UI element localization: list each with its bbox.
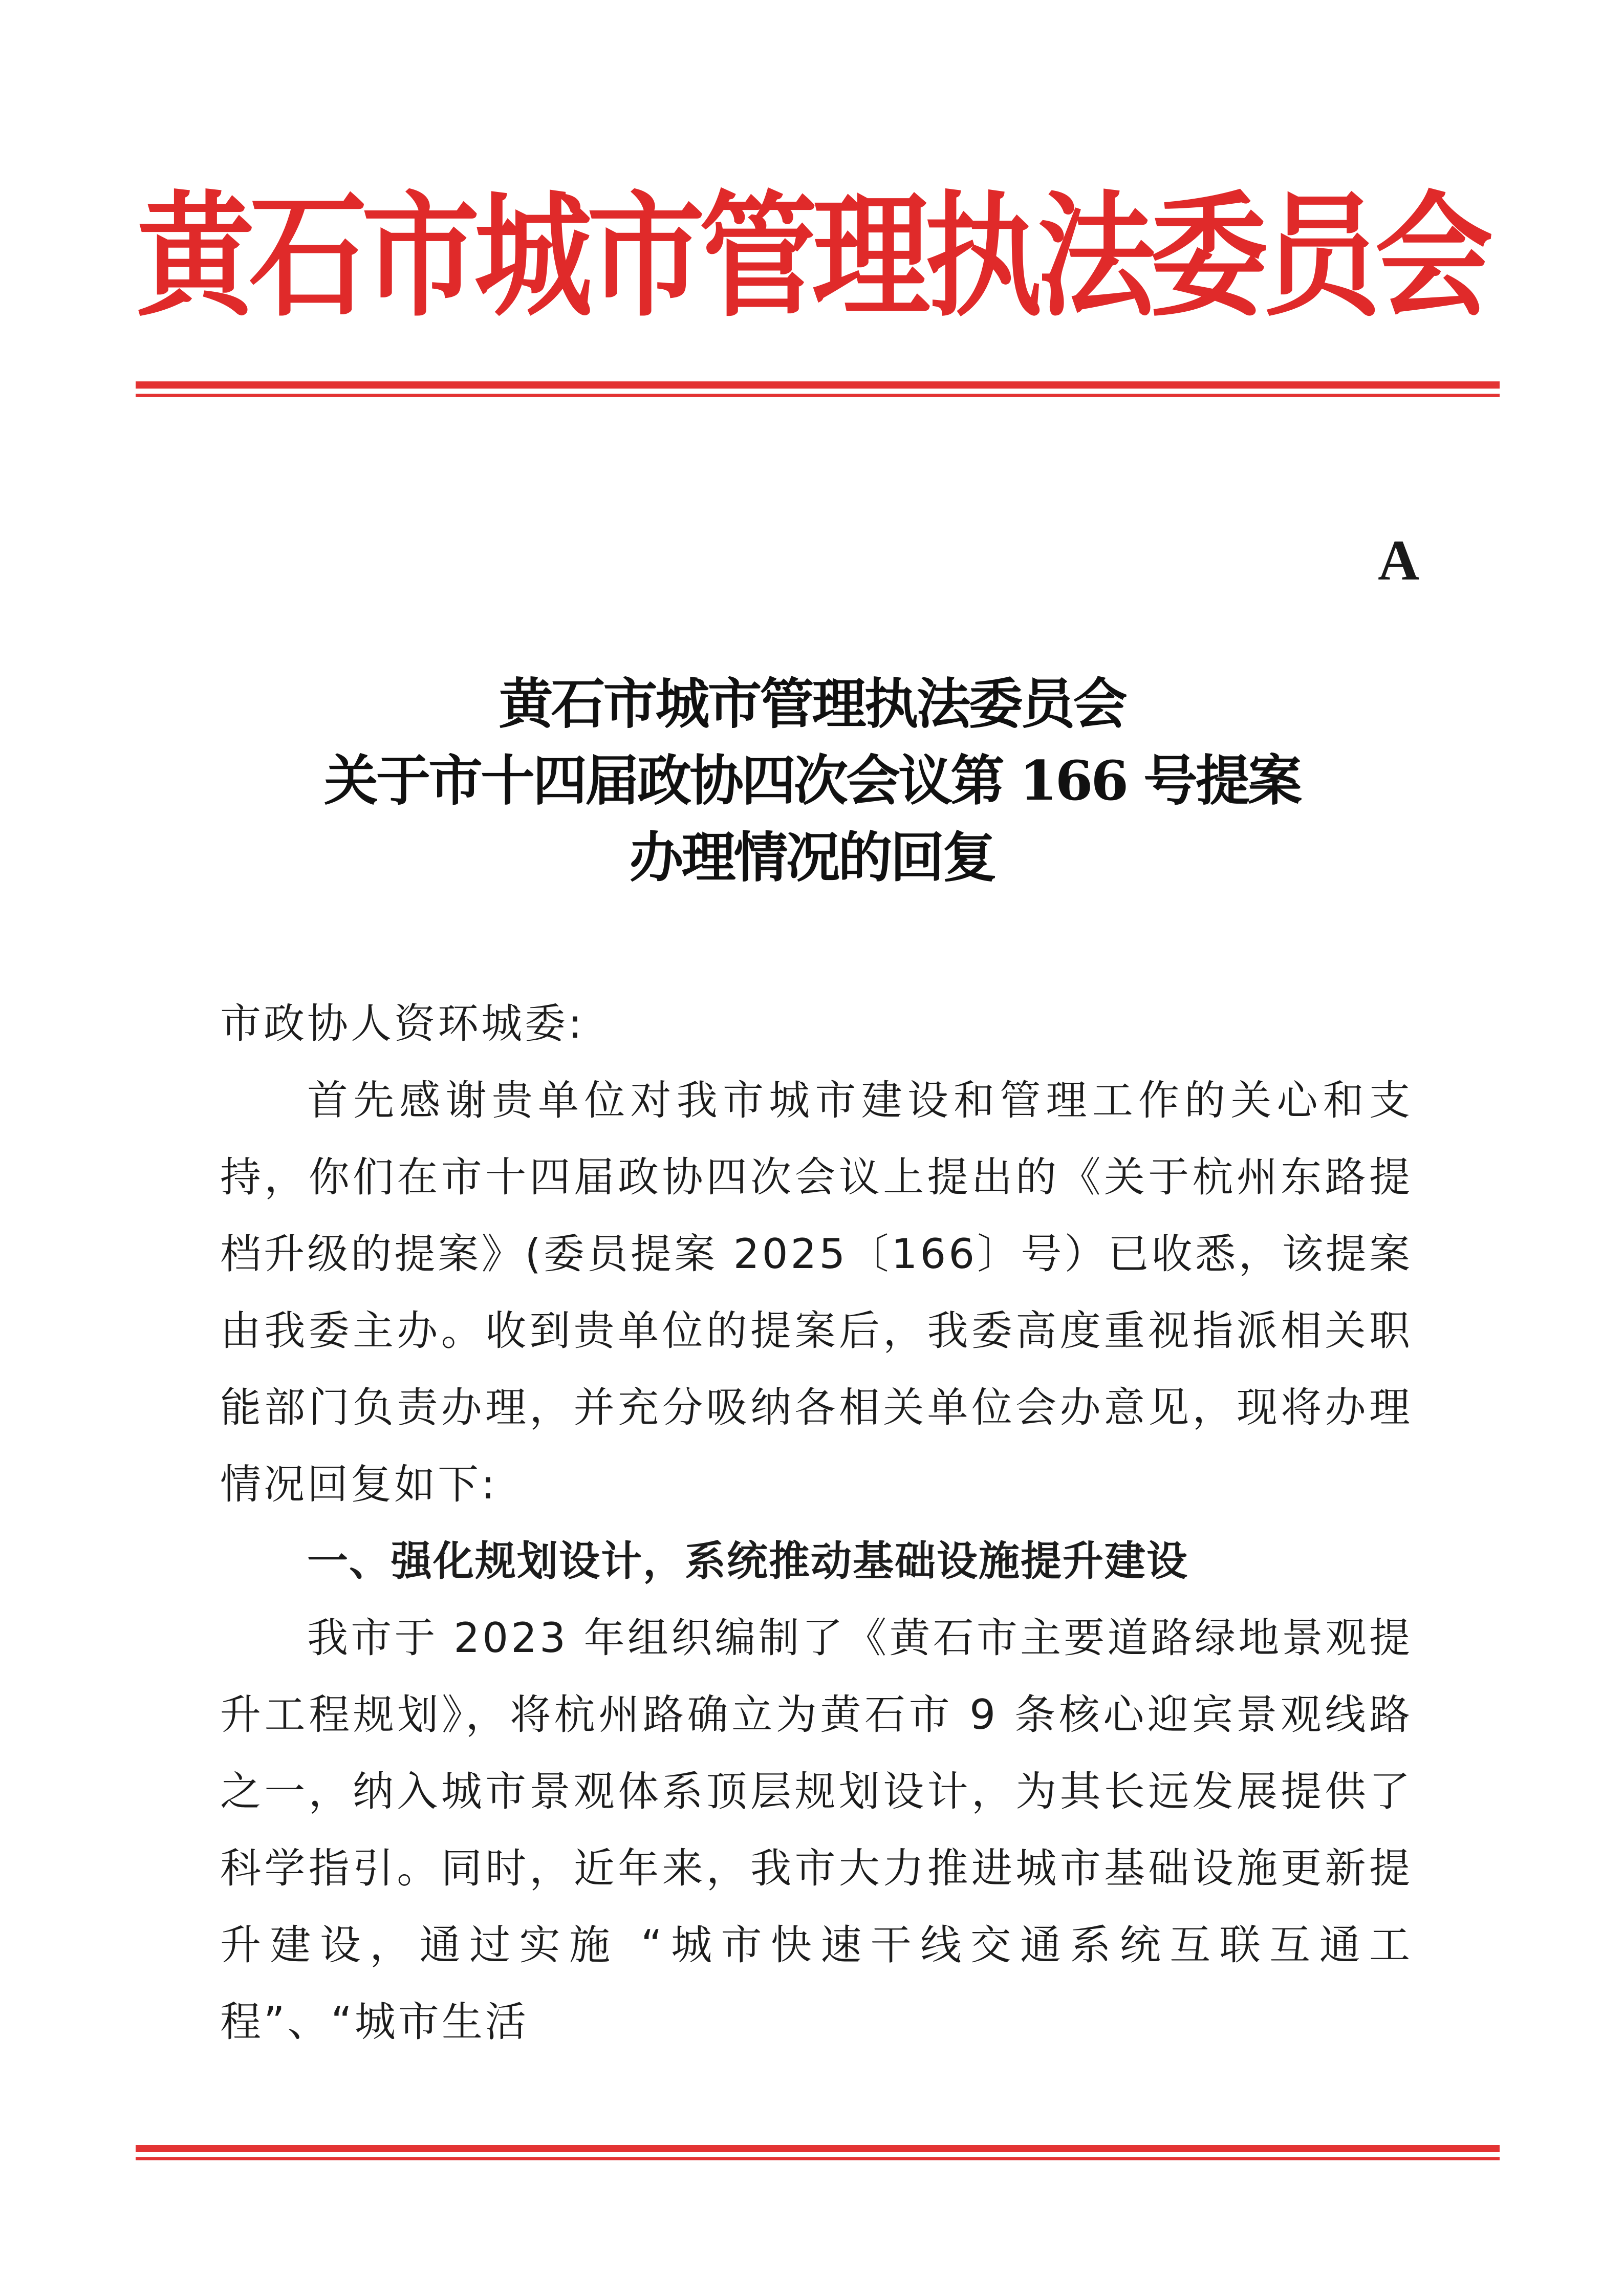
divider-thick-line <box>136 381 1500 389</box>
title-line-3: 办理情况的回复 <box>629 825 995 889</box>
masthead-divider-top <box>136 381 1500 397</box>
document-body <box>220 985 1413 2061</box>
paragraph-section-1: 我市于 2023 年组织编制了《黄石市主要道路绿地景观提升工程规划》，将杭州路确立为黄石市 9 条核心迎宾景观线路之一，纳入城市景观体系顶层规划设计，为其长远发展提供了科学指引。同时，近年来，我市大力推进城市基础设施更新提升建设，通过实施 “城市快速干线交通系统互联互通工程”、“城市生活 <box>220 1614 1413 2046</box>
title-line-2: 关于市十四届政协四次会议第 166 号提案 <box>323 748 1301 812</box>
reply-category-mark: A <box>1378 529 1419 592</box>
masthead-org-name: 黄石市城市管理执法委员会 <box>136 177 1488 335</box>
paragraph-intro: 首先感谢贵单位对我市城市建设和管理工作的关心和支持，你们在市十四届政协四次会议上提出的《关于杭州东路提档升级的提案》(委员提案 2025〔166〕号）已收悉，该提案由我委主办。收到贵单位的提案后，我委高度重视指派相关职能部门负责办理，并充分吸纳各相关单位会办意见，现将办理情况回复如下: <box>220 1077 1413 1508</box>
salutation: 市政协人资环城委: <box>220 1000 584 1047</box>
section-heading-1: 一、强化规划设计，系统推动基础设施提升建设 <box>307 1537 1188 1585</box>
title-line-1: 黄石市城市管理执法委员会 <box>499 672 1125 736</box>
document-title <box>0 666 1624 896</box>
divider-thick-line <box>136 2145 1500 2152</box>
divider-thin-line <box>136 2157 1500 2160</box>
footer-divider <box>136 2145 1500 2160</box>
divider-thin-line <box>136 394 1500 397</box>
